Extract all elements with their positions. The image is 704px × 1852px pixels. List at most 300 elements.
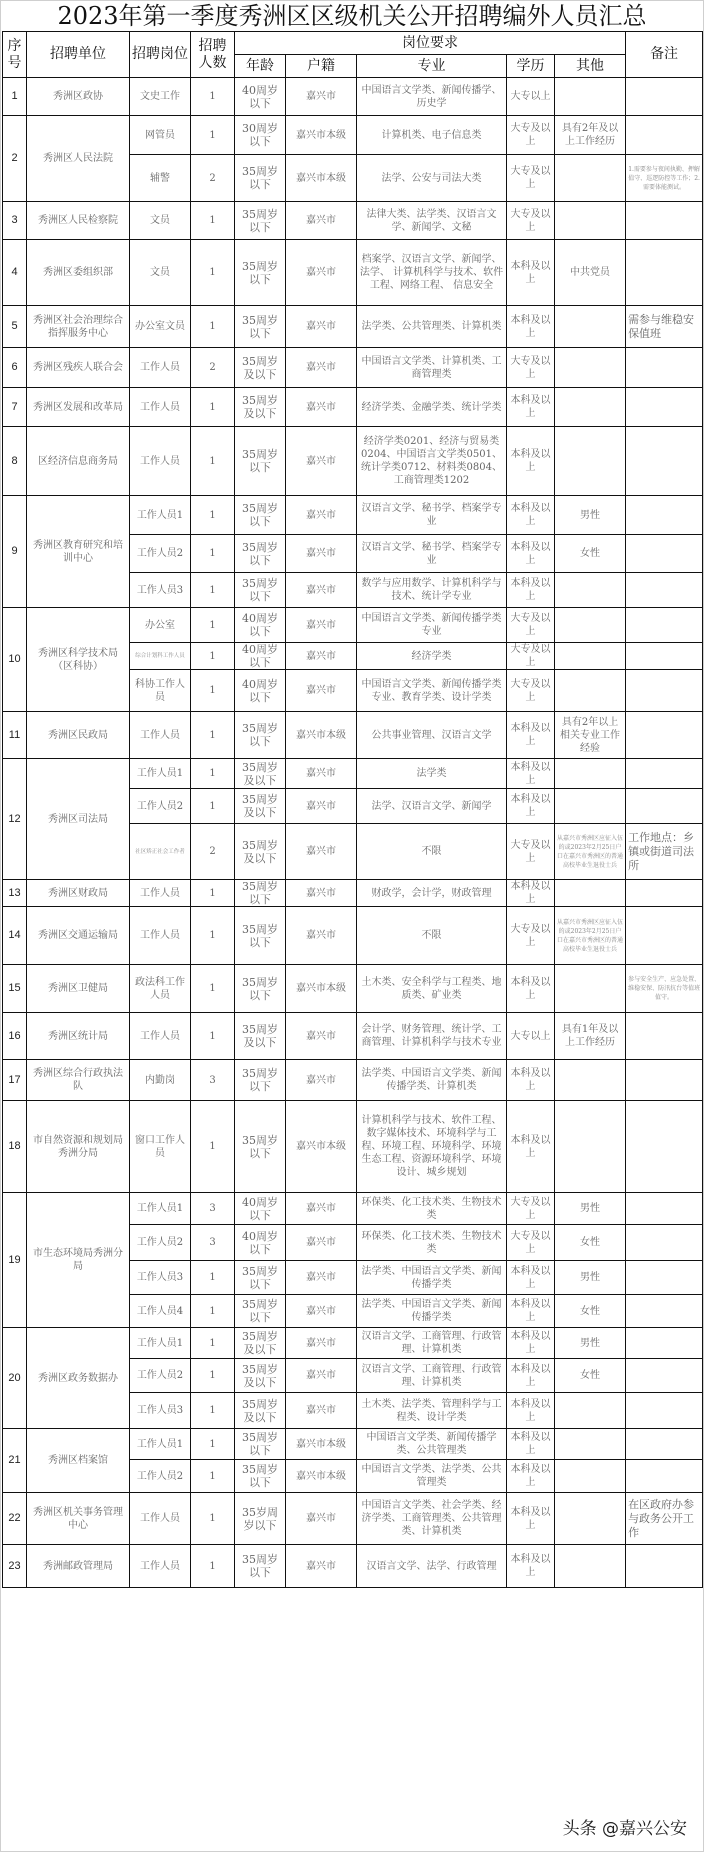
- cell-edu: 本科及以上: [507, 1393, 555, 1429]
- cell-unit: 秀洲区卫健局: [27, 965, 130, 1013]
- cell-post: 综合计划科工作人员: [130, 643, 191, 670]
- cell-seq: 1: [3, 78, 27, 116]
- cell-seq: 12: [3, 759, 27, 880]
- cell-post: 工作人员: [130, 907, 191, 965]
- cell-count: 1: [191, 1393, 235, 1429]
- cell-age: 35周岁及以下: [235, 1393, 286, 1429]
- cell-seq: 7: [3, 388, 27, 427]
- cell-post: 工作人员1: [130, 1193, 191, 1225]
- cell-other: [555, 670, 626, 712]
- cell-note: [626, 789, 703, 824]
- cell-age: 35周岁以下: [235, 306, 286, 348]
- cell-age: 35岁周岁以下: [235, 1493, 286, 1545]
- document-title: 2023年第一季度秀洲区区级机关公开招聘编外人员汇总: [57, 2, 647, 30]
- table-row: [3, 78, 703, 116]
- cell-unit: 秀洲区档案馆: [27, 1429, 130, 1493]
- cell-count: 1: [191, 608, 235, 643]
- cell-hukou: 嘉兴市: [286, 1060, 357, 1101]
- cell-count: 1: [191, 240, 235, 306]
- cell-unit: 秀洲区社会治理综合指挥服务中心: [27, 306, 130, 348]
- cell-post: 文史工作: [130, 78, 191, 116]
- table-row: [3, 306, 703, 348]
- cell-seq: 11: [3, 712, 27, 759]
- cell-other: 女性: [555, 1225, 626, 1261]
- table-row: [3, 1060, 703, 1101]
- cell-major: 中国语言文学类、新闻传播学类、公共管理类: [357, 1429, 507, 1460]
- cell-age: 35周岁以下: [235, 155, 286, 202]
- cell-note: [626, 348, 703, 388]
- cell-note: [626, 1328, 703, 1359]
- cell-hukou: 嘉兴市本级: [286, 116, 357, 155]
- cell-other: [555, 306, 626, 348]
- cell-other: 具有1年及以上工作经历: [555, 1013, 626, 1060]
- cell-other: 男性: [555, 1193, 626, 1225]
- cell-unit: 秀洲区统计局: [27, 1013, 130, 1060]
- cell-age: 35周岁以下: [235, 880, 286, 907]
- cell-edu: 本科及以上: [507, 965, 555, 1013]
- header-major: 专业: [357, 55, 507, 78]
- cell-major: 法学类、中国语言文学类、新闻传播学类: [357, 1295, 507, 1328]
- cell-post: 工作人员1: [130, 1328, 191, 1359]
- cell-age: 35周岁以下: [235, 202, 286, 240]
- cell-count: 1: [191, 496, 235, 535]
- table-row: [3, 1013, 703, 1060]
- cell-edu: 大专以上: [507, 78, 555, 116]
- cell-post: 窗口工作人员: [130, 1101, 191, 1193]
- header-hukou: 户籍: [286, 55, 357, 78]
- cell-count: 1: [191, 1328, 235, 1359]
- cell-count: 1: [191, 306, 235, 348]
- cell-hukou: 嘉兴市: [286, 535, 357, 573]
- cell-major: 中国语言文学类、新闻传播学类专业、教育学类、设计学类: [357, 670, 507, 712]
- cell-post: 工作人员: [130, 1013, 191, 1060]
- cell-count: 1: [191, 712, 235, 759]
- cell-other: [555, 1493, 626, 1545]
- cell-other: 男性: [555, 1328, 626, 1359]
- cell-post: 工作人员: [130, 388, 191, 427]
- header-requirements: 岗位要求: [235, 32, 626, 55]
- table-row: [3, 496, 703, 535]
- table-row: [3, 1193, 703, 1225]
- cell-other: [555, 388, 626, 427]
- cell-note: 在区政府办参与政务公开工作: [626, 1493, 703, 1545]
- cell-seq: 6: [3, 348, 27, 388]
- cell-note: 工作地点：乡镇或街道司法所: [626, 824, 703, 880]
- cell-major: 土木类、法学类、管理科学与工程类、设计学类: [357, 1393, 507, 1429]
- cell-count: 1: [191, 965, 235, 1013]
- cell-edu: 本科及以上: [507, 573, 555, 608]
- cell-unit: 秀洲区政协: [27, 78, 130, 116]
- cell-unit: 秀洲区科学技术局（区科协）: [27, 608, 130, 712]
- cell-post: 社区矫正社会工作者: [130, 824, 191, 880]
- cell-age: 40周岁以下: [235, 608, 286, 643]
- cell-hukou: 嘉兴市: [286, 1493, 357, 1545]
- cell-major: 环保类、化工技术类、生物技术类: [357, 1193, 507, 1225]
- cell-unit: 市自然资源和规划局秀洲分局: [27, 1101, 130, 1193]
- cell-note: [626, 1261, 703, 1295]
- cell-age: 35周岁以下: [235, 907, 286, 965]
- header-count: 招聘人数: [191, 32, 235, 78]
- cell-major: 法学类、公共管理类、计算机类: [357, 306, 507, 348]
- cell-edu: 本科及以上: [507, 306, 555, 348]
- cell-seq: 17: [3, 1060, 27, 1101]
- cell-major: 中国语言文学类、新闻传播学类专业: [357, 608, 507, 643]
- table-row: [3, 712, 703, 759]
- cell-edu: 大专及以上: [507, 155, 555, 202]
- cell-age: 40周岁以下: [235, 1225, 286, 1261]
- cell-hukou: 嘉兴市: [286, 789, 357, 824]
- cell-hukou: 嘉兴市: [286, 1545, 357, 1588]
- cell-other: [555, 1101, 626, 1193]
- cell-count: 1: [191, 759, 235, 789]
- cell-hukou: 嘉兴市: [286, 240, 357, 306]
- cell-major: 中国语言文学类、社会学类、经济学类、工商管理类、公共管理类、计算机类: [357, 1493, 507, 1545]
- cell-other: 男性: [555, 496, 626, 535]
- cell-age: 35周岁以下: [235, 535, 286, 573]
- cell-note: 1.需要参与夜间执勤、押解值守、巡逻防控等工作；2.需要体能测试。: [626, 155, 703, 202]
- cell-unit: 秀洲区教育研究和培训中心: [27, 496, 130, 608]
- cell-major: 法学类: [357, 759, 507, 789]
- cell-note: [626, 1193, 703, 1225]
- cell-hukou: 嘉兴市: [286, 348, 357, 388]
- cell-seq: 21: [3, 1429, 27, 1493]
- cell-post: 工作人员: [130, 1493, 191, 1545]
- cell-edu: 本科及以上: [507, 1359, 555, 1393]
- cell-unit: 秀洲区委组织部: [27, 240, 130, 306]
- cell-count: 1: [191, 388, 235, 427]
- cell-hukou: 嘉兴市: [286, 907, 357, 965]
- cell-hukou: 嘉兴市: [286, 573, 357, 608]
- cell-edu: 本科及以上: [507, 388, 555, 427]
- cell-edu: 本科及以上: [507, 1261, 555, 1295]
- cell-count: 1: [191, 1013, 235, 1060]
- cell-major: 法律大类、法学类、汉语言文学、新闻学、文秘: [357, 202, 507, 240]
- cell-edu: 本科及以上: [507, 427, 555, 496]
- cell-major: 法学、公安与司法大类: [357, 155, 507, 202]
- cell-post: 辅警: [130, 155, 191, 202]
- cell-unit: 市生态环境局秀洲分局: [27, 1193, 130, 1328]
- cell-post: 工作人员1: [130, 759, 191, 789]
- cell-hukou: 嘉兴市: [286, 759, 357, 789]
- cell-other: [555, 643, 626, 670]
- cell-count: 1: [191, 1460, 235, 1493]
- cell-seq: 15: [3, 965, 27, 1013]
- cell-hukou: 嘉兴市: [286, 670, 357, 712]
- cell-other: 男性: [555, 1261, 626, 1295]
- cell-age: 35周岁以下: [235, 1060, 286, 1101]
- cell-unit: 秀洲邮政管理局: [27, 1545, 130, 1588]
- cell-other: [555, 965, 626, 1013]
- cell-edu: 本科及以上: [507, 880, 555, 907]
- cell-edu: 大专及以上: [507, 608, 555, 643]
- cell-edu: 本科及以上: [507, 535, 555, 573]
- cell-age: 35周岁以下: [235, 1429, 286, 1460]
- table-row: [3, 907, 703, 965]
- cell-seq: 16: [3, 1013, 27, 1060]
- cell-major: 中国语言文学类、新闻传播学、历史学: [357, 78, 507, 116]
- cell-post: 内勤岗: [130, 1060, 191, 1101]
- cell-hukou: 嘉兴市本级: [286, 155, 357, 202]
- cell-age: 35周岁以下: [235, 496, 286, 535]
- cell-major: 计算机类、电子信息类: [357, 116, 507, 155]
- cell-hukou: 嘉兴市: [286, 1359, 357, 1393]
- cell-major: 中国语言文学类、计算机类、工商管理类: [357, 348, 507, 388]
- cell-unit: 秀洲区人民检察院: [27, 202, 130, 240]
- table-row: [3, 1429, 703, 1460]
- cell-post: 工作人员: [130, 348, 191, 388]
- cell-unit: 秀洲区机关事务管理中心: [27, 1493, 130, 1545]
- cell-age: 35周岁及以下: [235, 1328, 286, 1359]
- cell-post: 工作人员2: [130, 1460, 191, 1493]
- cell-count: 2: [191, 155, 235, 202]
- cell-note: [626, 1295, 703, 1328]
- cell-major: 汉语言文学、秘书学、档案学专业: [357, 535, 507, 573]
- cell-seq: 13: [3, 880, 27, 907]
- cell-hukou: 嘉兴市: [286, 643, 357, 670]
- cell-age: 35周岁以下: [235, 712, 286, 759]
- cell-note: [626, 573, 703, 608]
- cell-seq: 20: [3, 1328, 27, 1429]
- cell-note: [626, 1013, 703, 1060]
- cell-hukou: 嘉兴市: [286, 202, 357, 240]
- cell-age: 35周岁及以下: [235, 388, 286, 427]
- cell-note: [626, 116, 703, 155]
- table-row: [3, 348, 703, 388]
- cell-hukou: 嘉兴市: [286, 1393, 357, 1429]
- cell-post: 工作人员1: [130, 496, 191, 535]
- cell-post: 网管员: [130, 116, 191, 155]
- table-row: [3, 1101, 703, 1193]
- cell-count: 1: [191, 427, 235, 496]
- cell-unit: 秀洲区交通运输局: [27, 907, 130, 965]
- cell-major: 汉语言文学、法学、行政管理: [357, 1545, 507, 1588]
- cell-major: 数学与应用数学、计算机科学与技术、统计学专业: [357, 573, 507, 608]
- cell-other: [555, 1429, 626, 1460]
- cell-note: [626, 1225, 703, 1261]
- header-row-1: [3, 32, 703, 55]
- cell-edu: 本科及以上: [507, 1429, 555, 1460]
- cell-edu: 大专及以上: [507, 116, 555, 155]
- table-row: [3, 880, 703, 907]
- table-row: [3, 388, 703, 427]
- header-post: 招聘岗位: [130, 32, 191, 78]
- cell-seq: 10: [3, 608, 27, 712]
- cell-unit: 秀洲区综合行政执法队: [27, 1060, 130, 1101]
- cell-hukou: 嘉兴市: [286, 78, 357, 116]
- cell-age: 35周岁及以下: [235, 348, 286, 388]
- cell-major: 不限: [357, 907, 507, 965]
- cell-count: 1: [191, 789, 235, 824]
- cell-age: 35周岁以下: [235, 1101, 286, 1193]
- cell-note: [626, 643, 703, 670]
- cell-edu: 大专及以上: [507, 670, 555, 712]
- cell-other: [555, 202, 626, 240]
- cell-edu: 大专及以上: [507, 1193, 555, 1225]
- cell-hukou: 嘉兴市本级: [286, 1101, 357, 1193]
- cell-edu: 本科及以上: [507, 712, 555, 759]
- cell-post: 工作人员3: [130, 1261, 191, 1295]
- cell-post: 工作人员: [130, 880, 191, 907]
- cell-edu: 本科及以上: [507, 1060, 555, 1101]
- cell-edu: 本科及以上: [507, 1493, 555, 1545]
- cell-note: [626, 535, 703, 573]
- cell-age: 35周岁以下: [235, 1295, 286, 1328]
- cell-age: 35周岁以下: [235, 965, 286, 1013]
- cell-edu: 本科及以上: [507, 1460, 555, 1493]
- cell-unit: 秀洲区司法局: [27, 759, 130, 880]
- cell-hukou: 嘉兴市: [286, 824, 357, 880]
- cell-post: 工作人员2: [130, 535, 191, 573]
- cell-seq: 23: [3, 1545, 27, 1588]
- cell-note: [626, 496, 703, 535]
- cell-note: [626, 1359, 703, 1393]
- table-row: [3, 608, 703, 643]
- header-seq: 序号: [3, 32, 27, 78]
- cell-unit: 秀洲区人民法院: [27, 116, 130, 202]
- cell-edu: 大专及以上: [507, 824, 555, 880]
- cell-major: 会计学、财务管理、统计学、工商管理、计算机科学与技术专业: [357, 1013, 507, 1060]
- cell-age: 35周岁以下: [235, 240, 286, 306]
- cell-edu: 本科及以上: [507, 1101, 555, 1193]
- cell-note: 需参与维稳安保值班: [626, 306, 703, 348]
- cell-note: [626, 388, 703, 427]
- cell-other: [555, 1060, 626, 1101]
- cell-hukou: 嘉兴市: [286, 608, 357, 643]
- cell-count: 1: [191, 1101, 235, 1193]
- cell-count: 2: [191, 348, 235, 388]
- cell-age: 35周岁及以下: [235, 1013, 286, 1060]
- header-unit: 招聘单位: [27, 32, 130, 78]
- table-row: [3, 240, 703, 306]
- cell-count: 1: [191, 116, 235, 155]
- cell-seq: 14: [3, 907, 27, 965]
- cell-post: 工作人员: [130, 427, 191, 496]
- cell-hukou: 嘉兴市本级: [286, 1429, 357, 1460]
- cell-post: 工作人员: [130, 712, 191, 759]
- cell-other: [555, 155, 626, 202]
- cell-note: [626, 427, 703, 496]
- cell-seq: 2: [3, 116, 27, 202]
- cell-major: 法学、汉语言文学、新闻学: [357, 789, 507, 824]
- cell-unit: 秀洲区财政局: [27, 880, 130, 907]
- cell-age: 40周岁以下: [235, 670, 286, 712]
- cell-edu: 本科及以上: [507, 1545, 555, 1588]
- cell-note: [626, 1060, 703, 1101]
- cell-post: 工作人员1: [130, 1429, 191, 1460]
- cell-hukou: 嘉兴市: [286, 388, 357, 427]
- cell-count: 3: [191, 1193, 235, 1225]
- cell-edu: 本科及以上: [507, 496, 555, 535]
- cell-age: 40周岁以下: [235, 643, 286, 670]
- cell-post: 政法科工作人员: [130, 965, 191, 1013]
- cell-major: 汉语言文学、工商管理、行政管理、计算机类: [357, 1359, 507, 1393]
- cell-post: 文员: [130, 240, 191, 306]
- cell-other: 中共党员: [555, 240, 626, 306]
- cell-count: 1: [191, 573, 235, 608]
- cell-count: 1: [191, 78, 235, 116]
- header-education: 学历: [507, 55, 555, 78]
- cell-note: [626, 880, 703, 907]
- cell-post: 办公室文员: [130, 306, 191, 348]
- cell-note: [626, 1429, 703, 1460]
- cell-edu: 本科及以上: [507, 789, 555, 824]
- table-row: [3, 1545, 703, 1588]
- cell-count: 3: [191, 1225, 235, 1261]
- cell-other: 女性: [555, 1295, 626, 1328]
- cell-other: 从嘉兴市秀洲区应征入伍的或2023年2月25日户口在嘉兴市秀洲区的普通高校毕业生退役士兵: [555, 907, 626, 965]
- cell-age: 35周岁及以下: [235, 789, 286, 824]
- cell-major: 计算机科学与技术、软件工程、数字媒体技术、环境科学与工程、环境工程、环境科学、环境生态工程、资源环境科学、环境设计、城乡规划: [357, 1101, 507, 1193]
- cell-count: 1: [191, 202, 235, 240]
- cell-post: 科协工作人员: [130, 670, 191, 712]
- cell-count: 1: [191, 670, 235, 712]
- cell-other: [555, 78, 626, 116]
- recruitment-table: [2, 31, 703, 1588]
- cell-count: 1: [191, 1295, 235, 1328]
- cell-count: 1: [191, 1261, 235, 1295]
- cell-hukou: 嘉兴市本级: [286, 965, 357, 1013]
- cell-post: 文员: [130, 202, 191, 240]
- cell-major: 经济学类0201、经济与贸易类0204、中国语言文学类0501、统计学类0712、材料类0804、工商管理类1202: [357, 427, 507, 496]
- cell-count: 1: [191, 880, 235, 907]
- cell-edu: 本科及以上: [507, 1295, 555, 1328]
- cell-seq: 4: [3, 240, 27, 306]
- cell-other: [555, 573, 626, 608]
- cell-edu: 本科及以上: [507, 759, 555, 789]
- watermark: 头条 @嘉兴公安: [561, 1814, 689, 1839]
- cell-hukou: 嘉兴市本级: [286, 1460, 357, 1493]
- cell-other: 从嘉兴市秀洲区应征入伍的或2023年2月25日户口在嘉兴市秀洲区的普通高校毕业生退役士兵: [555, 824, 626, 880]
- cell-seq: 3: [3, 202, 27, 240]
- cell-note: [626, 1545, 703, 1588]
- cell-other: [555, 759, 626, 789]
- cell-count: 1: [191, 535, 235, 573]
- cell-major: 土木类、安全科学与工程类、地质类、矿业类: [357, 965, 507, 1013]
- cell-unit: 秀洲区政务数据办: [27, 1328, 130, 1429]
- cell-major: 汉语言文学、工商管理、行政管理、计算机类: [357, 1328, 507, 1359]
- cell-post: 工作人员2: [130, 789, 191, 824]
- cell-other: [555, 1460, 626, 1493]
- cell-count: 1: [191, 1493, 235, 1545]
- cell-unit: 秀洲区民政局: [27, 712, 130, 759]
- cell-note: [626, 712, 703, 759]
- cell-major: 公共事业管理、汉语言文学: [357, 712, 507, 759]
- cell-hukou: 嘉兴市: [286, 1225, 357, 1261]
- cell-age: 35周岁以下: [235, 427, 286, 496]
- cell-major: 经济学类: [357, 643, 507, 670]
- table-row: [3, 116, 703, 155]
- header-age: 年龄: [235, 55, 286, 78]
- cell-edu: 本科及以上: [507, 240, 555, 306]
- table-row: [3, 1328, 703, 1359]
- header-other: 其他: [555, 55, 626, 78]
- cell-other: [555, 1393, 626, 1429]
- cell-edu: 大专及以上: [507, 202, 555, 240]
- cell-count: 1: [191, 643, 235, 670]
- table-row: [3, 202, 703, 240]
- cell-age: 35周岁及以下: [235, 1359, 286, 1393]
- cell-hukou: 嘉兴市: [286, 1261, 357, 1295]
- cell-age: 35周岁及以下: [235, 824, 286, 880]
- cell-note: [626, 1101, 703, 1193]
- cell-other: 具有2年以上相关专业工作经验: [555, 712, 626, 759]
- cell-major: 法学类、中国语言文学类、新闻传播学类、计算机类: [357, 1060, 507, 1101]
- cell-note: [626, 202, 703, 240]
- cell-count: 2: [191, 824, 235, 880]
- header-note: 备注: [626, 32, 703, 78]
- cell-age: 35周岁以下: [235, 1545, 286, 1588]
- cell-post: 工作人员3: [130, 1393, 191, 1429]
